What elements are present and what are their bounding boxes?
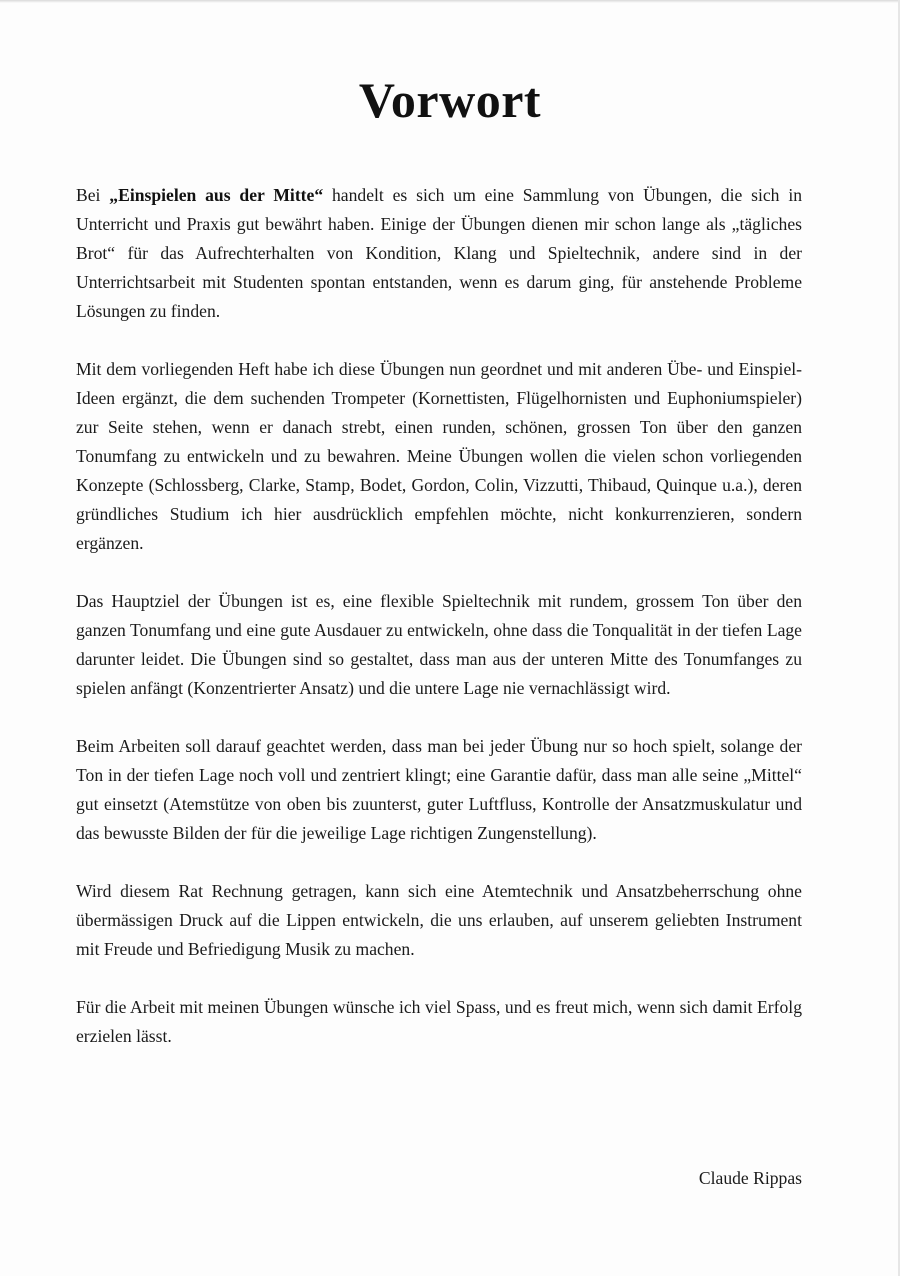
paragraph-1-prefix: Bei [76,185,110,205]
page-edge-shadow [0,0,900,3]
book-title-emphasis: „Einspielen aus der Mitte“ [109,185,324,205]
paragraph-1-text: handelt es sich um eine Sammlung von Übungen, die sich in Unterricht und Praxis gut bewährt haben. Einige der Übungen dienen mir schon lange als „tägliches Brot“ für das Aufrechterhalten von Kondition, Klang und Spieltechnik, andere sind in der Unterrichtsarbeit mit Studenten spontan entstanden, wenn es darum ging, für anstehende Probleme Lösungen zu finden. [76,185,803,321]
paragraph-1 [76,181,802,326]
paragraph-2: Mit dem vorliegenden Heft habe ich diese Übungen nun geordnet und mit anderen Übe- und Einspiel-Ideen ergänzt, die dem suchenden Trompeter (Kornettisten, Flügelhornisten und Euphoniumspieler) zur Seite stehen, wenn er danach strebt, einen runden, schönen, grossen Ton über den ganzen Tonumfang zu entwickeln und zu bewahren. Meine Übungen wollen die vielen schon vorliegenden Konzepte (Schlossberg, Clarke, Stamp, Bodet, Gordon, Colin, Vizzutti, Thibaud, Quinque u.a.), deren gründliches Studium ich hier ausdrücklich empfehlen möchte, nicht konkurrenzieren, sondern ergänzen. [76,359,802,553]
page-title: Vorwort [358,72,542,128]
paragraph-5: Wird diesem Rat Rechnung getragen, kann sich eine Atemtechnik und Ansatzbeherrschung ohne übermässigen Druck auf die Lippen entwickeln, die uns erlauben, auf unserem geliebten Instrument mit Freude und Befriedigung Musik zu machen. [76,881,802,959]
paragraph-6: Für die Arbeit mit meinen Übungen wünsche ich viel Spass, und es freut mich, wenn sich damit Erfolg erzielen lässt. [76,997,802,1046]
paragraph-3: Das Hauptziel der Übungen ist es, eine flexible Spieltechnik mit rundem, grossem Ton über den ganzen Tonumfang und eine gute Ausdauer zu entwickeln, ohne dass die Tonqualität in der tiefen Lage darunter leidet. Die Übungen sind so gestaltet, dass man aus der unteren Mitte des Tonumfanges zu spielen anfängt (Konzentrierter Ansatz) und die untere Lage nie vernachlässigt wird. [76,591,802,698]
author-signature: Claude Rippas [698,1168,802,1188]
body-text [76,181,802,1080]
paragraph-4: Beim Arbeiten soll darauf geachtet werden, dass man bei jeder Übung nur so hoch spielt, solange der Ton in der tiefen Lage noch voll und zentriert klingt; eine Garantie dafür, dass man alle seine „Mittel“ gut einsetzt (Atemstütze von oben bis zuunterst, guter Luftfluss, Kontrolle der Ansatzmuskulatur und das bewusste Bilden der für die jeweilige Lage richtigen Zungenstellung). [76,736,802,843]
